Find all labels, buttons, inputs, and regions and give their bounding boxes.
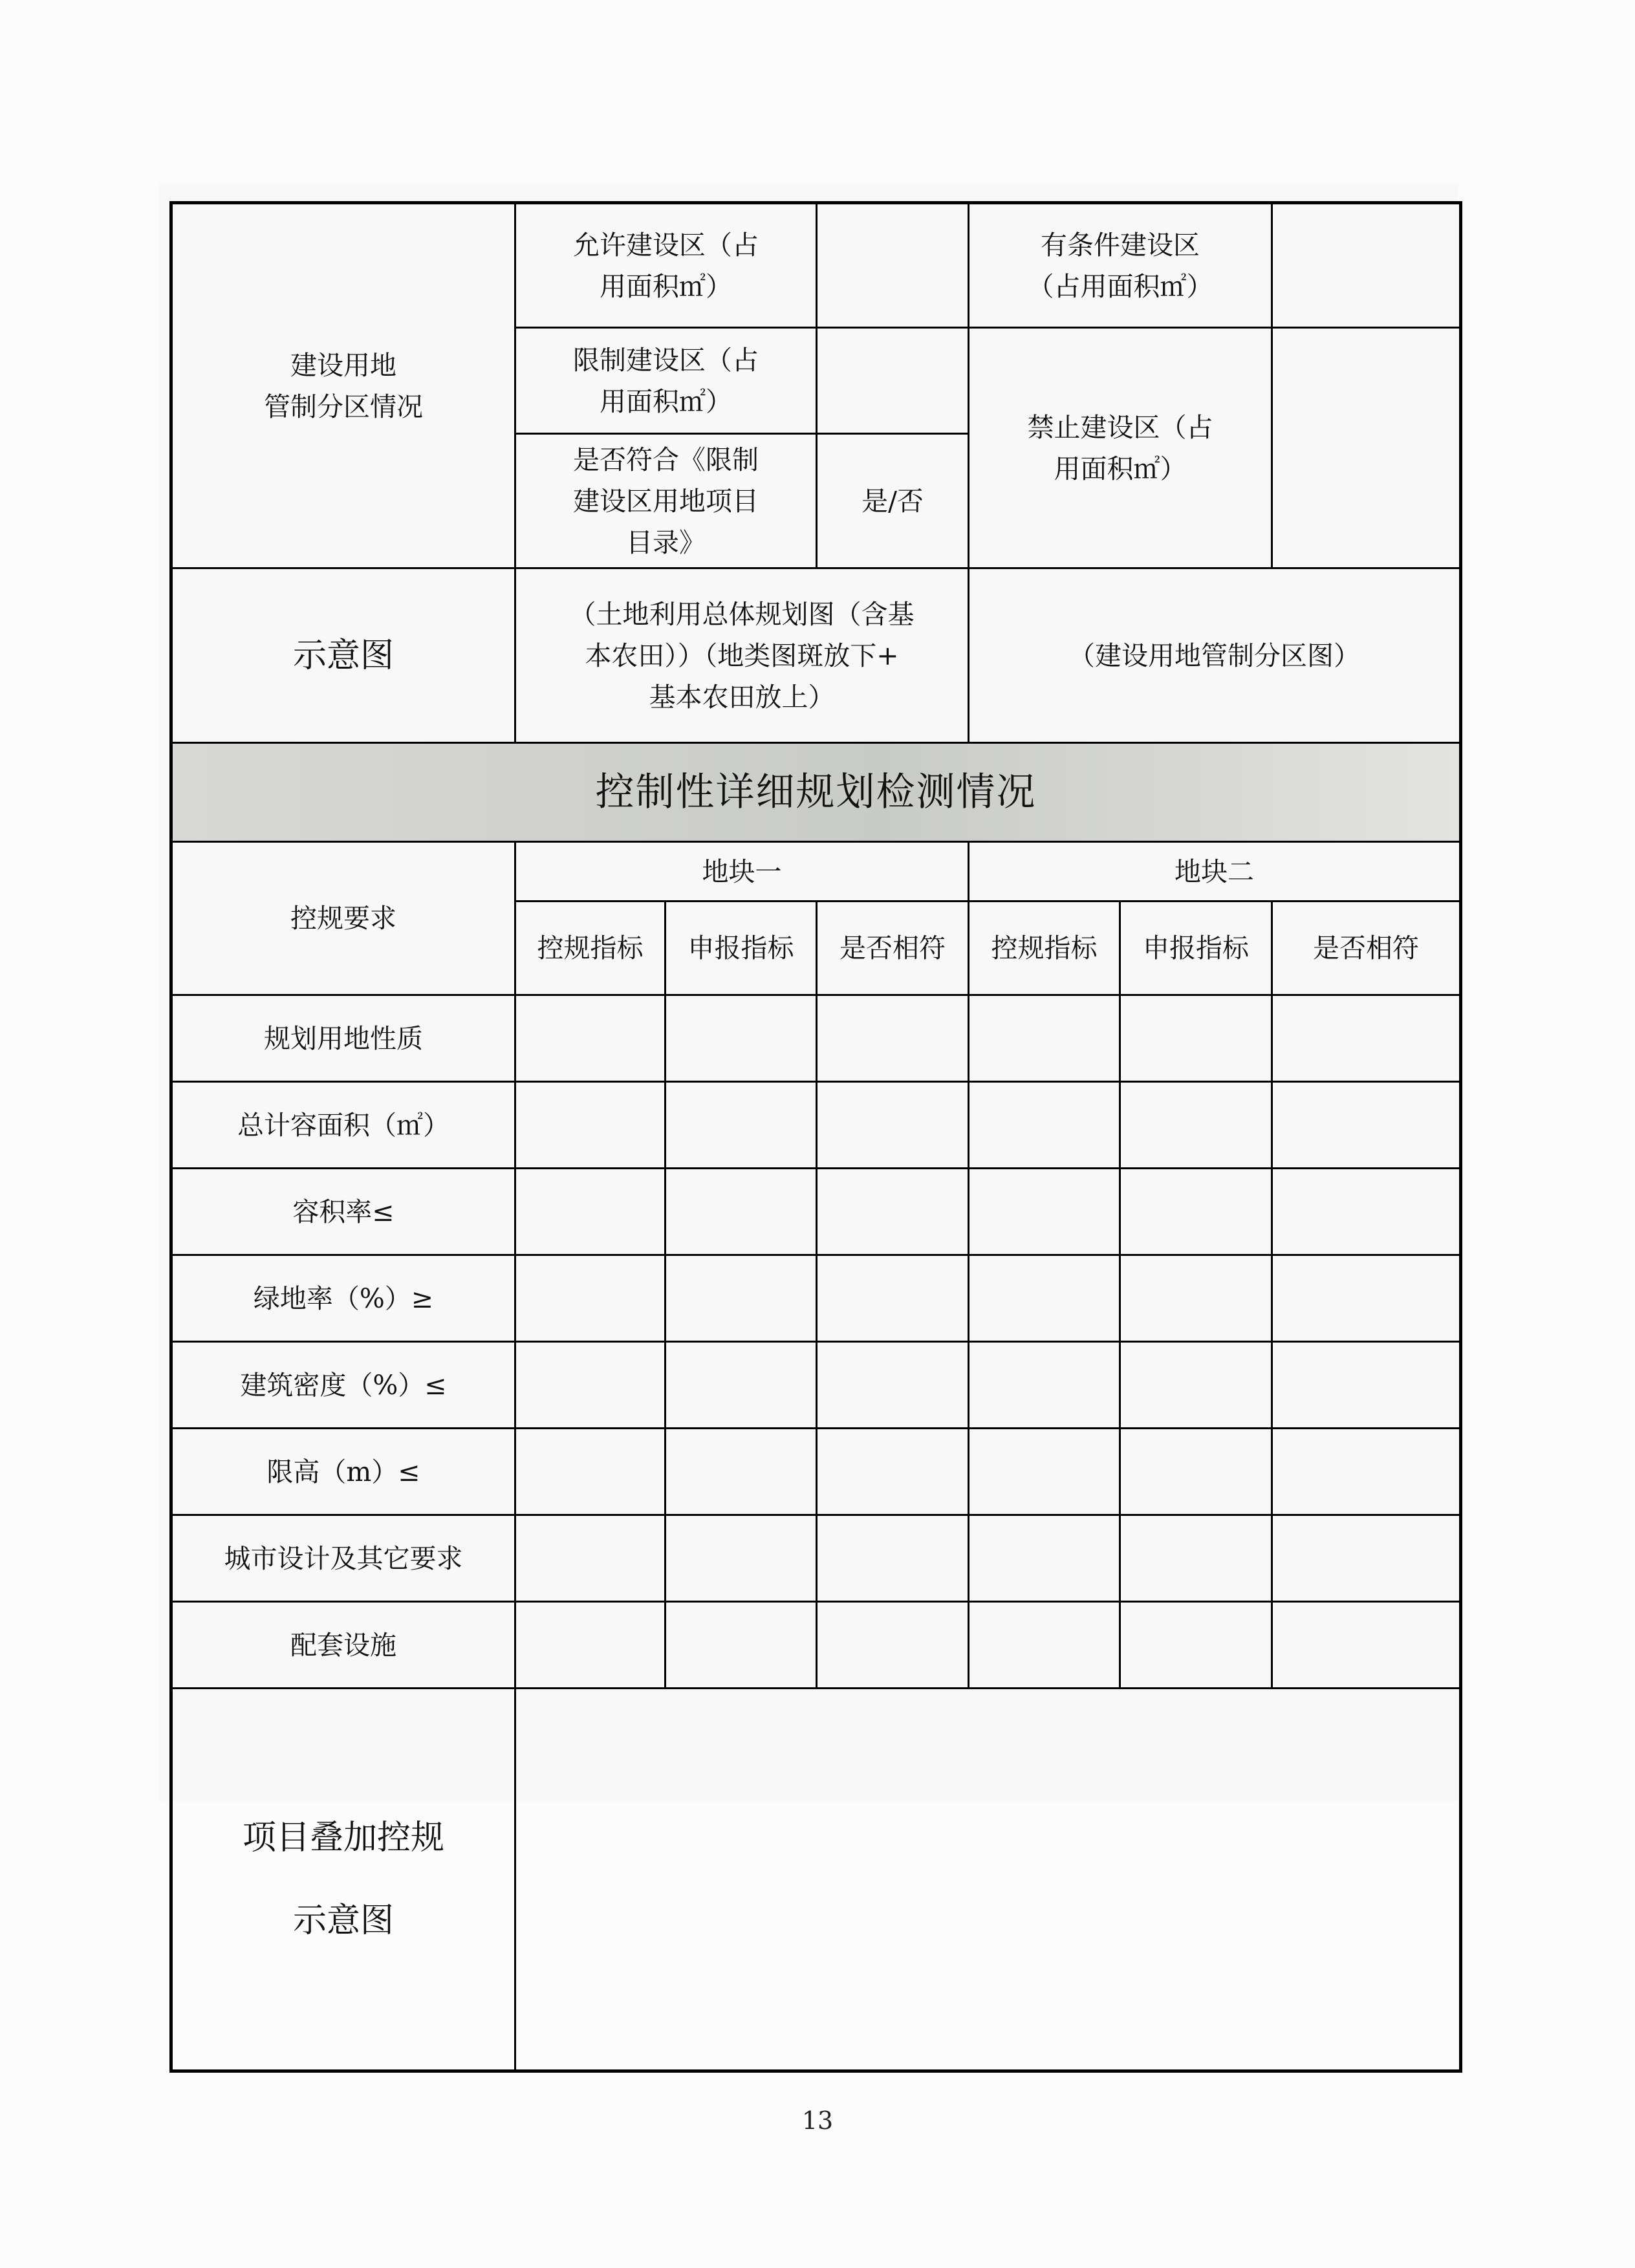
data-cell[interactable] [1120, 1429, 1272, 1515]
data-cell[interactable] [1272, 995, 1461, 1082]
data-cell[interactable] [515, 1255, 666, 1342]
parcel-1-declared-index-header: 申报指标 [666, 902, 817, 995]
data-cell[interactable] [1272, 1429, 1461, 1515]
parcel-2-control-index-header: 控规指标 [969, 902, 1120, 995]
forbidden-zone-label: 禁止建设区（占 用面积㎡） [969, 328, 1272, 568]
row-label: 城市设计及其它要求 [171, 1515, 515, 1602]
data-cell[interactable] [1120, 1342, 1272, 1429]
data-cell[interactable] [515, 1515, 666, 1602]
data-cell[interactable] [817, 1082, 969, 1169]
land-use-review-form [169, 201, 1462, 2073]
regulatory-section-header: 控制性详细规划检测情况 [171, 743, 1461, 842]
sketch-title: 示意图 [171, 568, 515, 743]
data-cell[interactable] [969, 1515, 1120, 1602]
restricted-zone-value[interactable] [817, 328, 969, 434]
allowed-zone-label: 允许建设区（占 用面积㎡） [515, 203, 817, 328]
data-cell[interactable] [1272, 1255, 1461, 1342]
conditional-zone-value[interactable] [1272, 203, 1461, 328]
zoning-title: 建设用地 管制分区情况 [171, 203, 515, 568]
catalog-compliance-label: 是否符合《限制 建设区用地项目 目录》 [515, 434, 817, 568]
allowed-zone-value[interactable] [817, 203, 969, 328]
forbidden-zone-value[interactable] [1272, 328, 1461, 568]
data-cell[interactable] [666, 1255, 817, 1342]
table-row [171, 1169, 1461, 1255]
data-cell[interactable] [1272, 1082, 1461, 1169]
parcel-2-header: 地块二 [969, 842, 1461, 902]
table-row [171, 1515, 1461, 1602]
overlay-sketch-title: 项目叠加控规 示意图 [171, 1689, 515, 2071]
row-label: 容积率≤ [171, 1169, 515, 1255]
parcel-1-control-index-header: 控规指标 [515, 902, 666, 995]
data-cell[interactable] [515, 1429, 666, 1515]
data-cell[interactable] [817, 1169, 969, 1255]
data-cell[interactable] [969, 995, 1120, 1082]
data-cell[interactable] [1272, 1169, 1461, 1255]
conditional-zone-label: 有条件建设区 （占用面积㎡） [969, 203, 1272, 328]
parcel-1-header: 地块一 [515, 842, 969, 902]
data-cell[interactable] [1120, 1255, 1272, 1342]
data-cell[interactable] [969, 1169, 1120, 1255]
row-label: 限高（m）≤ [171, 1429, 515, 1515]
data-cell[interactable] [1120, 1602, 1272, 1689]
table-row [171, 1429, 1461, 1515]
data-cell[interactable] [969, 1429, 1120, 1515]
data-cell[interactable] [666, 1602, 817, 1689]
data-cell[interactable] [969, 1255, 1120, 1342]
data-cell[interactable] [1272, 1342, 1461, 1429]
data-cell[interactable] [817, 1515, 969, 1602]
data-cell[interactable] [666, 995, 817, 1082]
data-cell[interactable] [515, 1342, 666, 1429]
data-cell[interactable] [1120, 995, 1272, 1082]
data-cell[interactable] [817, 1255, 969, 1342]
catalog-compliance-value[interactable]: 是/否 [817, 434, 969, 568]
data-cell[interactable] [666, 1429, 817, 1515]
table-row [171, 995, 1461, 1082]
data-cell[interactable] [666, 1169, 817, 1255]
requirement-label: 控规要求 [171, 842, 515, 995]
table-row [171, 1342, 1461, 1429]
data-cell[interactable] [1120, 1169, 1272, 1255]
data-cell[interactable] [817, 1342, 969, 1429]
data-cell[interactable] [969, 1082, 1120, 1169]
data-cell[interactable] [1120, 1082, 1272, 1169]
row-label: 建筑密度（%）≤ [171, 1342, 515, 1429]
restricted-zone-label: 限制建设区（占 用面积㎡） [515, 328, 817, 434]
data-cell[interactable] [969, 1342, 1120, 1429]
land-plan-map-note: （土地利用总体规划图（含基 本农田））（地类图斑放下+ 基本农田放上） [515, 568, 969, 743]
row-label: 绿地率（%）≥ [171, 1255, 515, 1342]
parcel-2-declared-index-header: 申报指标 [1120, 902, 1272, 995]
overlay-sketch-area[interactable] [515, 1689, 1461, 2071]
data-cell[interactable] [515, 1169, 666, 1255]
data-cell[interactable] [666, 1515, 817, 1602]
table-row [171, 1082, 1461, 1169]
data-cell[interactable] [1272, 1602, 1461, 1689]
data-cell[interactable] [817, 1602, 969, 1689]
data-cell[interactable] [817, 1429, 969, 1515]
data-cell[interactable] [1272, 1515, 1461, 1602]
zoning-map-note: （建设用地管制分区图） [969, 568, 1461, 743]
data-cell[interactable] [817, 995, 969, 1082]
data-cell[interactable] [969, 1602, 1120, 1689]
row-label: 规划用地性质 [171, 995, 515, 1082]
data-cell[interactable] [515, 1082, 666, 1169]
page-number: 13 [801, 2106, 834, 2135]
table-row [171, 1255, 1461, 1342]
row-label: 总计容面积（㎡） [171, 1082, 515, 1169]
data-cell[interactable] [666, 1082, 817, 1169]
table-row [171, 1602, 1461, 1689]
data-cell[interactable] [666, 1342, 817, 1429]
data-cell[interactable] [515, 1602, 666, 1689]
row-label: 配套设施 [171, 1602, 515, 1689]
parcel-2-compliance-header: 是否相符 [1272, 902, 1461, 995]
data-cell[interactable] [515, 995, 666, 1082]
data-cell[interactable] [1120, 1515, 1272, 1602]
parcel-1-compliance-header: 是否相符 [817, 902, 969, 995]
